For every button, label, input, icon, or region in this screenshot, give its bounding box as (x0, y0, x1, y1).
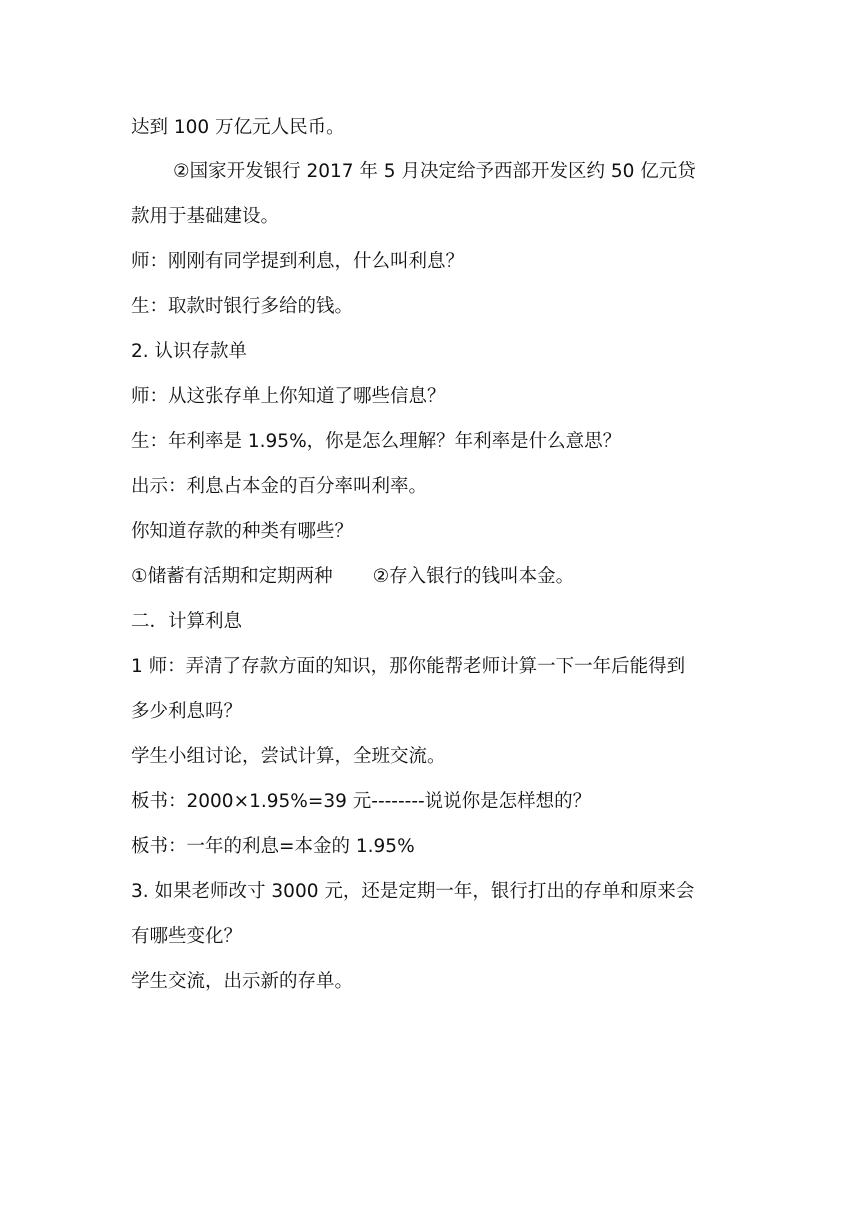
text-line: 师：从这张存单上你知道了哪些信息？ (131, 386, 446, 407)
text-line: 师：刚刚有同学提到利息，什么叫利息？ (131, 251, 465, 272)
text-line: 板书：2000×1.95%=39 元--------说说你是怎样想的？ (131, 791, 592, 812)
section-heading: 3. 如果老师改寸 3000 元，还是定期一年，银行打出的存单和原来会 (131, 881, 695, 902)
text-line: 学生小组讨论，尝试计算，全班交流。 (131, 746, 446, 767)
text-line (131, 565, 574, 589)
list-item: ②存入银行的钱叫本金。 (372, 566, 575, 587)
text-line: 达到 100 万亿元人民币。 (131, 117, 345, 138)
section-heading: 二．计算利息 (131, 611, 243, 632)
text-line: 1 师：弄清了存款方面的知识，那你能帮老师计算一下一年后能得到 (131, 656, 686, 677)
text-line: 学生交流，出示新的存单。 (131, 971, 354, 992)
text-line: 有哪些变化？ (131, 926, 243, 947)
section-heading: 2. 认识存款单 (131, 341, 248, 362)
text-line: 板书：一年的利息=本金的 1.95% (131, 836, 415, 857)
text-line: 款用于基础建设。 (131, 206, 280, 227)
text-line: 生：年利率是 1.95%，你是怎么理解？年利率是什么意思？ (131, 431, 622, 452)
list-item: ①储蓄有活期和定期两种 (131, 566, 333, 587)
text-line: 生：取款时银行多给的钱。 (131, 296, 354, 317)
text-line: ②国家开发银行 2017 年 5 月决定给予西部开发区约 50 亿元贷 (173, 161, 696, 182)
text-line: 出示：利息占本金的百分率叫利率。 (131, 476, 428, 497)
text-line: 多少利息吗？ (131, 701, 243, 722)
text-line: 你知道存款的种类有哪些？ (131, 521, 354, 542)
